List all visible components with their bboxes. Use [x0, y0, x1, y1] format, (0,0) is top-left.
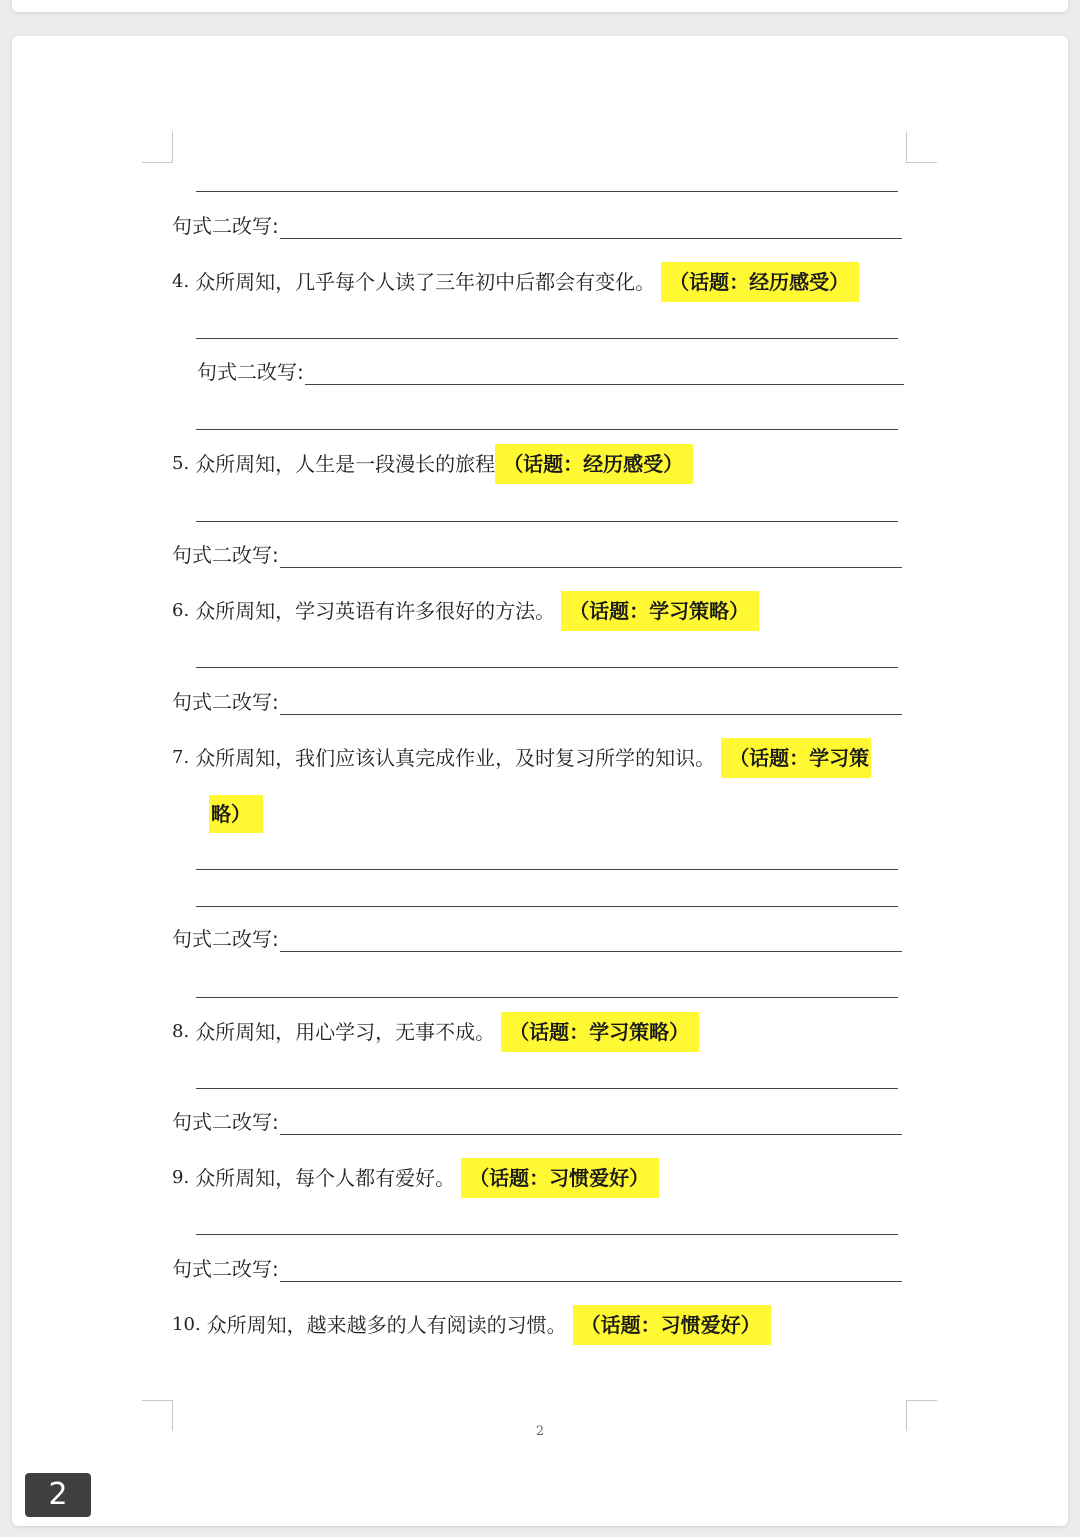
answer-line	[196, 997, 898, 998]
topic-tag: （话题：学习策略）	[561, 591, 759, 631]
crop-mark-top-left	[142, 132, 173, 163]
rewrite-label: 句式二改写:	[172, 1110, 279, 1134]
item-sentence: 众所周知，用心学习，无事不成。	[195, 1020, 496, 1044]
exercise-item-5	[172, 444, 693, 484]
rewrite-label: 句式二改写:	[172, 1257, 279, 1281]
exercise-item-9	[172, 1158, 659, 1198]
rewrite-row	[172, 689, 902, 715]
rewrite-blank	[305, 364, 904, 385]
rewrite-blank	[280, 931, 902, 952]
answer-line	[196, 521, 898, 522]
item-number: 10.	[172, 1314, 201, 1335]
item-sentence: 众所周知，每个人都有爱好。	[195, 1166, 456, 1190]
rewrite-label: 句式二改写:	[172, 543, 279, 567]
topic-tag: （话题：学习策略）	[501, 1012, 699, 1052]
footer-page-number: 2	[535, 1424, 545, 1439]
answer-line	[196, 1088, 898, 1089]
item-sentence: 众所周知，学习英语有许多很好的方法。	[195, 599, 556, 623]
exercise-item-10	[172, 1305, 771, 1345]
rewrite-blank	[280, 218, 902, 239]
item-sentence: 众所周知，人生是一段漫长的旅程	[195, 452, 496, 476]
answer-line	[196, 191, 898, 192]
answer-line	[196, 906, 898, 907]
exercise-item-6	[172, 591, 759, 631]
previous-page-edge	[12, 0, 1068, 12]
item-number: 5.	[172, 453, 190, 474]
crop-mark-top-right	[906, 132, 937, 163]
rewrite-blank	[280, 1114, 902, 1135]
document-page	[12, 36, 1068, 1526]
rewrite-label: 句式二改写:	[172, 214, 279, 238]
topic-tag: （话题：经历感受）	[495, 444, 693, 484]
answer-line	[196, 667, 898, 668]
item-number: 8.	[172, 1021, 190, 1042]
topic-tag: （话题：习惯爱好）	[573, 1305, 771, 1345]
item-number: 6.	[172, 600, 190, 621]
exercise-item-8	[172, 1012, 699, 1052]
rewrite-blank	[280, 547, 902, 568]
item-sentence: 众所周知，越来越多的人有阅读的习惯。	[206, 1313, 567, 1337]
item-sentence: 众所周知，我们应该认真完成作业，及时复习所学的知识。	[195, 746, 716, 770]
rewrite-blank	[280, 694, 902, 715]
answer-line	[196, 1234, 898, 1235]
answer-line	[196, 338, 898, 339]
rewrite-row	[197, 359, 904, 385]
item-sentence: 众所周知，几乎每个人读了三年初中后都会有变化。	[195, 270, 656, 294]
topic-tag: （话题：习惯爱好）	[461, 1158, 659, 1198]
item-number: 7.	[172, 747, 190, 768]
rewrite-row	[172, 1256, 902, 1282]
rewrite-row	[172, 542, 902, 568]
rewrite-row	[172, 926, 902, 952]
exercise-item-7	[172, 738, 871, 778]
topic-tag: （话题：学习策	[721, 738, 871, 778]
item-number: 9.	[172, 1167, 190, 1188]
rewrite-row	[172, 1109, 902, 1135]
answer-line	[196, 869, 898, 870]
rewrite-row	[172, 213, 902, 239]
page-indicator-badge[interactable]: 2	[25, 1473, 91, 1517]
rewrite-label: 句式二改写:	[172, 927, 279, 951]
rewrite-label: 句式二改写:	[197, 360, 304, 384]
answer-line	[196, 429, 898, 430]
topic-tag-continuation: 略）	[209, 795, 263, 833]
topic-tag: （话题：经历感受）	[661, 262, 859, 302]
rewrite-label: 句式二改写:	[172, 690, 279, 714]
item-number: 4.	[172, 271, 190, 292]
exercise-item-4	[172, 262, 859, 302]
rewrite-blank	[280, 1261, 902, 1282]
